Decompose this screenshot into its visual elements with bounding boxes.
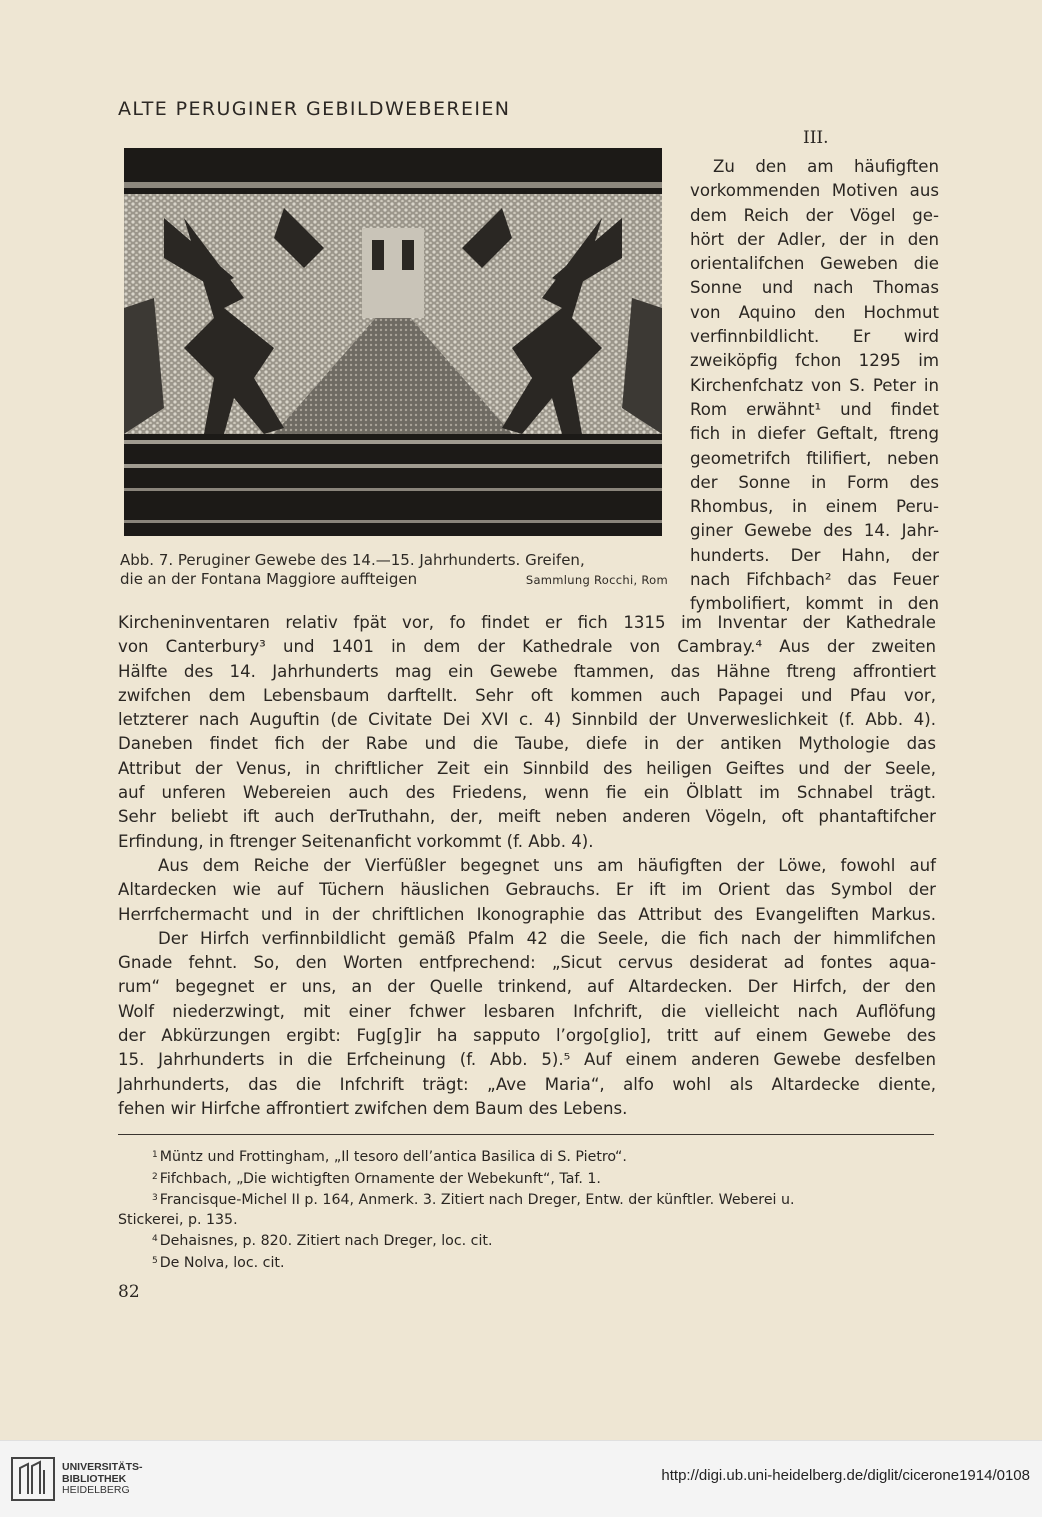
footnote-mark: 5 — [152, 1255, 158, 1266]
footnote-text: Müntz und Frottingham, „Il tesoro dell’antica Basilica di S. Pietro“. — [159, 1149, 627, 1165]
page-number: 82 — [118, 1282, 140, 1302]
viewer-footer — [0, 1440, 1042, 1517]
text-line: der Sonne in Form des — [690, 472, 939, 492]
text-line: Kircheninventaren relativ fpät vor, fo findet er fich 1315 im Inventar der Kathedrale — [118, 613, 936, 632]
footnotes — [118, 1146, 936, 1273]
text-line: Jahrhunderts, das die Infchrift trägt: „Ave Maria“, alfo wohl als Altardecke diente, — [118, 1074, 936, 1094]
text-line: Kirchenfchatz von S. Peter in — [690, 375, 939, 395]
text-line: zwifchen dem Lebensbaum darftellt. Sehr oft kommen auch Papagei und Pfau vor, — [118, 685, 936, 705]
text-line: nach Fifchbach² das Feuer — [690, 570, 939, 590]
text-line: auf unferen Webereien auch des Friedens, wenn fie ein Ölblatt im Schnabel trägt. — [118, 783, 936, 803]
text-line: Der Hirfch verfinnbildlicht gemäß Pfalm 42 die Seele, die fich nach der himmlifchen — [158, 928, 936, 948]
text-line: giner Gewebe des 14. Jahr- — [690, 521, 939, 541]
footnote — [118, 1146, 936, 1168]
text-line: Herrfchermacht und in der chriftlichen Ikonographie das Attribut des Evangeliften Markus. — [118, 904, 936, 924]
caption-line-2: die an der Fontana Maggiore auffteigen — [120, 570, 418, 588]
right-column-text — [690, 155, 939, 617]
footnote-continuation: Stickerei, p. 135. — [118, 1211, 238, 1228]
text-line: Erfindung, in ftrenger Seitenanficht vorkommt (f. Abb. 4). — [118, 831, 594, 851]
text-line: orientalifchen Geweben die — [690, 254, 939, 274]
library-name-line: HEIDELBERG — [62, 1484, 130, 1496]
text-line: Sehr beliebt ift auch derTruthahn, der, meift neben anderen Vögeln, oft phantaftifcher — [118, 807, 936, 827]
text-line: vorkommenden Motiven aus — [690, 181, 939, 201]
text-line: letzterer nach Auguftin (de Civitate Dei XVI c. 4) Sinnbild der Unverweslichkeit (f. Abb. 4). — [118, 710, 936, 730]
footnote-text: Dehaisnes, p. 820. Zitiert nach Dreger, loc. cit. — [159, 1233, 493, 1249]
text-line: von Aquino den Hochmut — [690, 302, 939, 322]
footnote-mark: 3 — [152, 1193, 158, 1203]
text-line: verfinnbildlicht. Er wird — [690, 327, 939, 347]
text-line: fehen wir Hirfche affrontiert zwifchen dem Baum des Lebens. — [118, 1098, 628, 1118]
footnote-text: Fifchbach, „Die wichtigften Ornamente der Webekunft“, Taf. 1. — [159, 1170, 601, 1187]
text-line: dem Reich der Vögel ge- — [690, 205, 939, 225]
text-line: hunderts. Der Hahn, der — [690, 545, 939, 565]
text-line: von Canterbury³ und 1401 in dem der Kathedrale von Cambray.⁴ Aus der zweiten — [118, 637, 936, 657]
caption-line-1: Abb. 7. Peruginer Gewebe des 14.—15. Jahrhunderts. Greifen, — [120, 551, 585, 569]
text-line: Wolf niederzwingt, mit einer fchwer lesbaren Infchrift, die vielleicht nach Auflöfung — [118, 1001, 936, 1021]
text-line: rum“ begegnet er uns, an der Quelle trinkend, auf Altardecken. Der Hirfch, der den — [118, 977, 936, 997]
figure-textile-photo — [124, 148, 662, 536]
library-name-line: UNIVERSITÄTS- — [62, 1461, 143, 1473]
permalink-url[interactable]: http://digi.ub.uni-heidelberg.de/diglit/cicerone1914/0108 — [661, 1467, 1030, 1484]
footnote-mark: 4 — [152, 1234, 158, 1244]
footnote-mark: 2 — [152, 1171, 158, 1182]
caption-source: Sammlung Rocchi, Rom — [525, 573, 668, 587]
text-line: Altardecken wie auf Tüchern häuslichen Gebrauchs. Er ift im Orient das Symbol der — [118, 880, 936, 900]
footnote-text: De Nolva, loc. cit. — [159, 1254, 285, 1271]
figure-caption — [120, 551, 668, 590]
library-name-line: BIBLIOTHEK — [62, 1472, 127, 1485]
text-line: Attribut der Venus, in chriftlicher Zeit ein Sinnbild des heiligen Geiftes und der Seele, — [118, 758, 936, 778]
text-line: Rhombus, in einem Peru- — [690, 497, 939, 517]
text-line: Gnade fehnt. So, den Worten entfprechend: „Sicut cervus desiderat ad fontes aqua- — [118, 953, 936, 973]
footnote-text: Francisque-Michel II p. 164, Anmerk. 3. Zitiert nach Dreger, Entw. der künftler. Weberei u. — [159, 1192, 795, 1208]
text-line: 15. Jahrhunderts in die Erfcheinung (f. Abb. 5).⁵ Auf einem anderen Gewebe desfelben — [118, 1050, 936, 1070]
section-number: III. — [803, 128, 829, 148]
text-line: Sonne und nach Thomas — [690, 278, 939, 298]
text-line: fich in diefer Geftalt, ftreng — [690, 424, 939, 444]
text-line: hört der Adler, der in den — [690, 229, 939, 249]
footnote — [118, 1230, 936, 1252]
text-line: Hälfte des 14. Jahrhunderts mag ein Gewebe ftammen, das Hähne ftreng affrontiert — [118, 661, 936, 681]
running-title: ALTE PERUGINER GEBILDWEBEREIEN — [118, 98, 511, 120]
library-logo-icon — [10, 1456, 56, 1502]
text-line: Aus dem Reiche der Vierfüßler begegnet uns am häufigften der Löwe, fowohl auf — [158, 855, 936, 875]
text-line: Daneben findet fich der Rabe und die Taube, diefe in der antiken Mythologie das — [118, 734, 936, 754]
text-line: der Abkürzungen ergibt: Fug[g]ir ha sapputo l’orgo[glio], tritt auf einem Gewebe des — [118, 1026, 936, 1046]
text-line: Zu den am häufigften — [713, 157, 939, 176]
text-line: Rom erwähnt¹ und findet — [690, 399, 939, 419]
library-name — [62, 1462, 143, 1497]
text-line: fymbolifiert, kommt in den — [690, 594, 939, 614]
footnote — [118, 1252, 936, 1274]
text-line: zweiköpfig fchon 1295 im — [690, 351, 939, 371]
footnote — [118, 1168, 936, 1190]
footnote — [118, 1189, 936, 1211]
textile-griffins-image — [124, 148, 662, 536]
footnote-mark: 1 — [152, 1150, 158, 1160]
main-body-text — [118, 611, 936, 1121]
text-line: geometrifch ftilifiert, neben — [690, 448, 939, 468]
footnote-divider — [118, 1134, 934, 1135]
